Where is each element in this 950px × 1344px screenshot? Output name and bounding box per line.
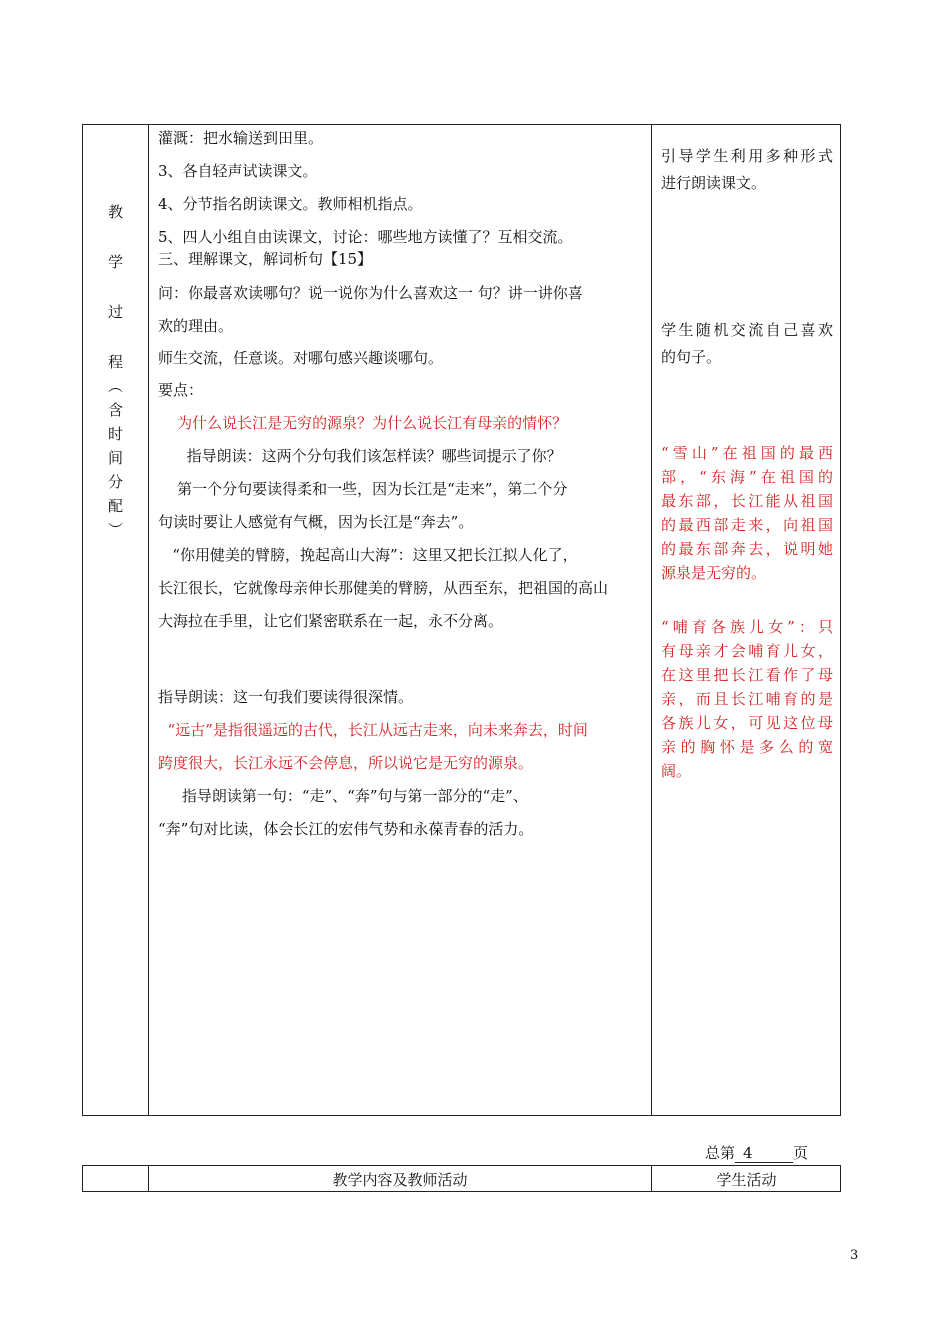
content-line: 4、分节指名朗读课文。教师相机指点。 <box>158 195 423 213</box>
lesson-table <box>82 124 841 1116</box>
student-note-line: 阔。 <box>661 762 692 780</box>
content-line: 要点： <box>158 381 204 399</box>
student-note <box>661 441 833 585</box>
content-line: 指导朗读第一句：“走”、“奔”句与第一部分的“走”、 <box>158 787 528 805</box>
content-line: “奔”句对比读，体会长江的宏伟气势和永葆青春的活力。 <box>158 820 534 838</box>
content-line: “你用健美的臂膀，挽起高山大海”：这里又把长江拟人化了， <box>158 546 578 564</box>
content-line: 三、理解课文，解词析句【15】 <box>158 250 373 268</box>
student-note-line: 进行朗读课文。 <box>661 174 767 192</box>
student-note-line: 的最东部奔去，说明她 <box>661 540 833 558</box>
total-page-counter <box>705 1142 808 1163</box>
column-divider <box>651 125 652 1115</box>
student-note <box>661 615 833 783</box>
content-line: 大海拉在手里，让它们紧密联系在一起，永不分离。 <box>158 612 504 630</box>
teaching-process-label <box>83 203 148 539</box>
content-line: 为什么说长江是无穷的源泉？为什么说长江有母亲的情怀？ <box>158 414 568 432</box>
content-line: 师生交流，任意谈。对哪句感兴趣谈哪句。 <box>158 349 444 367</box>
label-char: 分 <box>107 473 123 491</box>
content-line: 句读时要让人感觉有气概，因为长江是“奔去”。 <box>158 513 474 531</box>
label-char: ︵ <box>107 377 123 395</box>
student-note-line: 有母亲才会哺育儿女， <box>661 642 833 660</box>
student-note-line: “雪山”在祖国的最西 <box>661 444 833 462</box>
next-table-header <box>82 1165 841 1192</box>
total-page-prefix: 总第 <box>705 1144 736 1162</box>
label-char: 学 <box>107 253 123 271</box>
content-line: 5、四人小组自由读课文，讨论：哪些地方读懂了？互相交流。 <box>158 228 573 246</box>
student-note-line: 部，“东海”在祖国的 <box>661 468 833 486</box>
content-line: 问：你最喜欢读哪句？说一说你为什么喜欢这一 句？讲一讲你喜 <box>158 284 583 302</box>
label-char: 教 <box>107 203 123 221</box>
student-note-line: 的句子。 <box>661 348 722 366</box>
student-note <box>661 143 833 197</box>
student-note-line: 在这里把长江看作了母 <box>661 666 833 684</box>
content-line: 第一个分句要读得柔和一些，因为长江是“走来”，第二个分 <box>158 480 568 498</box>
label-char: ︶ <box>107 521 123 539</box>
column-divider <box>148 125 149 1115</box>
content-line: 欢的理由。 <box>158 317 234 335</box>
label-char: 时 <box>107 425 123 443</box>
student-note-line: 最东部，长江能从祖国 <box>661 492 833 510</box>
label-char: 间 <box>107 449 123 467</box>
content-line: “远古”是指很遥远的古代，长江从远古走来，向未来奔去，时间 <box>158 721 588 739</box>
student-note-line: 源泉是无穷的。 <box>661 564 767 582</box>
label-char: 含 <box>107 401 123 419</box>
total-page-number: 4 <box>735 1144 793 1163</box>
student-note-line: 学生随机交流自己喜欢 <box>661 321 833 339</box>
student-note-line: 亲，而且长江哺育的是 <box>661 690 833 708</box>
student-note-line: 的最西部走来，向祖国 <box>661 516 833 534</box>
label-char: 程 <box>107 353 123 371</box>
content-line: 跨度很大，长江永远不会停息，所以说它是无穷的源泉。 <box>158 754 534 772</box>
label-char: 过 <box>107 303 123 321</box>
content-line: 指导朗读：这两个分句我们该怎样读？哪些词提示了你？ <box>158 447 562 465</box>
content-line: 指导朗读：这一句我们要读得很深情。 <box>158 688 414 706</box>
page-number: 3 <box>850 1248 859 1263</box>
student-note-line: “哺育各族儿女”：只 <box>661 618 833 636</box>
student-note-line: 亲的胸怀是多么的宽 <box>661 738 833 756</box>
student-note-line: 引导学生利用多种形式 <box>661 147 833 165</box>
student-note-line: 各族儿女，可见这位母 <box>661 714 833 732</box>
label-char: 配 <box>107 497 123 515</box>
student-note <box>661 317 833 371</box>
content-line: 灌溉：把水输送到田里。 <box>158 129 324 147</box>
total-page-suffix: 页 <box>793 1144 809 1162</box>
content-line: 长江很长，它就像母亲伸长那健美的臂膀，从西至东，把祖国的高山 <box>158 579 609 597</box>
teacher-activity-header: 教学内容及教师活动 <box>332 1171 468 1189</box>
student-activity-header: 学生活动 <box>716 1171 777 1189</box>
content-line: 3、各自轻声试读课文。 <box>158 162 318 180</box>
